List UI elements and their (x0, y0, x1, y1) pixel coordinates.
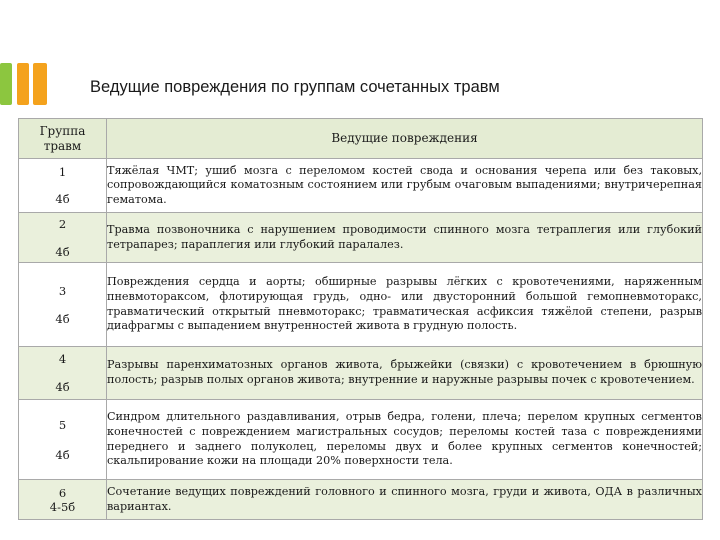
group-points: 4б (55, 244, 70, 259)
group-number: 3 (58, 283, 67, 298)
group-points: 4-5б (49, 499, 76, 514)
decor-bar-green (0, 63, 12, 105)
injury-description: Сочетание ведущих повреждений головного и спинного мозга, груди и живота, ОДА в различных вариантах. (107, 480, 703, 520)
injury-description: Травма позвоночника с нарушением проводимости спинного мозга тетраплегия или глубокий тетрапарез; параплегия или глубокий паралалез. (107, 213, 703, 263)
table-header-row (19, 119, 703, 159)
injury-description: Повреждения сердца и аорты; обширные разрывы лёгких с кровотечениями, наряженным пневмотораксом, флотирующая грудь, одно- или двусторонний большой гемопневмоторакс, травматический открытый пневмоторакс; травматическая асфиксия тяжёлой степени, разрыв диафрагмы с выпадением внутренностей живота в грудную полость. (107, 263, 703, 347)
table-row (19, 213, 703, 263)
table-row (19, 400, 703, 480)
group-cell (19, 263, 107, 347)
group-cell (19, 480, 107, 520)
injury-description: Синдром длительного раздавливания, отрыв бедра, голени, плеча; перелом крупных сегментов конечностей с повреждением магистральных сосудов; переломы костей таза с повреждениями переднего и заднего полуколец, переломы двух и более крупных сегментов конечностей; скальпирование кожи на площади 20% поверхности тела. (107, 400, 703, 480)
decor-bar-orange-1 (17, 63, 29, 105)
group-number: 4 (58, 352, 67, 366)
group-number: 2 (58, 216, 67, 231)
group-number: 5 (58, 417, 67, 432)
table-row (19, 159, 703, 213)
group-cell (19, 159, 107, 213)
table-row (19, 263, 703, 347)
injuries-table (18, 118, 703, 520)
group-cell (19, 213, 107, 263)
group-cell (19, 400, 107, 480)
header-group: Группа травм (19, 119, 107, 159)
group-points: 4б (55, 447, 70, 462)
table-row (19, 347, 703, 400)
header-injuries: Ведущие повреждения (107, 119, 703, 159)
injury-description: Разрывы паренхиматозных органов живота, брыжейки (связки) с кровотечением в брюшную полость; разрыв полых органов живота; внутренние и наружные разрывы почек с кровотечением. (107, 347, 703, 400)
group-number: 6 (58, 485, 67, 500)
table-row (19, 480, 703, 520)
group-number: 1 (58, 165, 67, 179)
group-points: 4б (55, 380, 70, 394)
slide-title: Ведущие повреждения по группам сочетанных травм (90, 78, 500, 96)
group-points: 4б (55, 192, 70, 206)
injury-description: Тяжёлая ЧМТ; ушиб мозга с переломом костей свода и основания черепа или без таковых, сопровождающийся коматозным состоянием или грубым очаговым выпадениями; внутричерепная гематома. (107, 159, 703, 213)
decor-bar-orange-2 (33, 63, 47, 105)
group-cell (19, 347, 107, 400)
group-points: 4б (55, 311, 70, 326)
